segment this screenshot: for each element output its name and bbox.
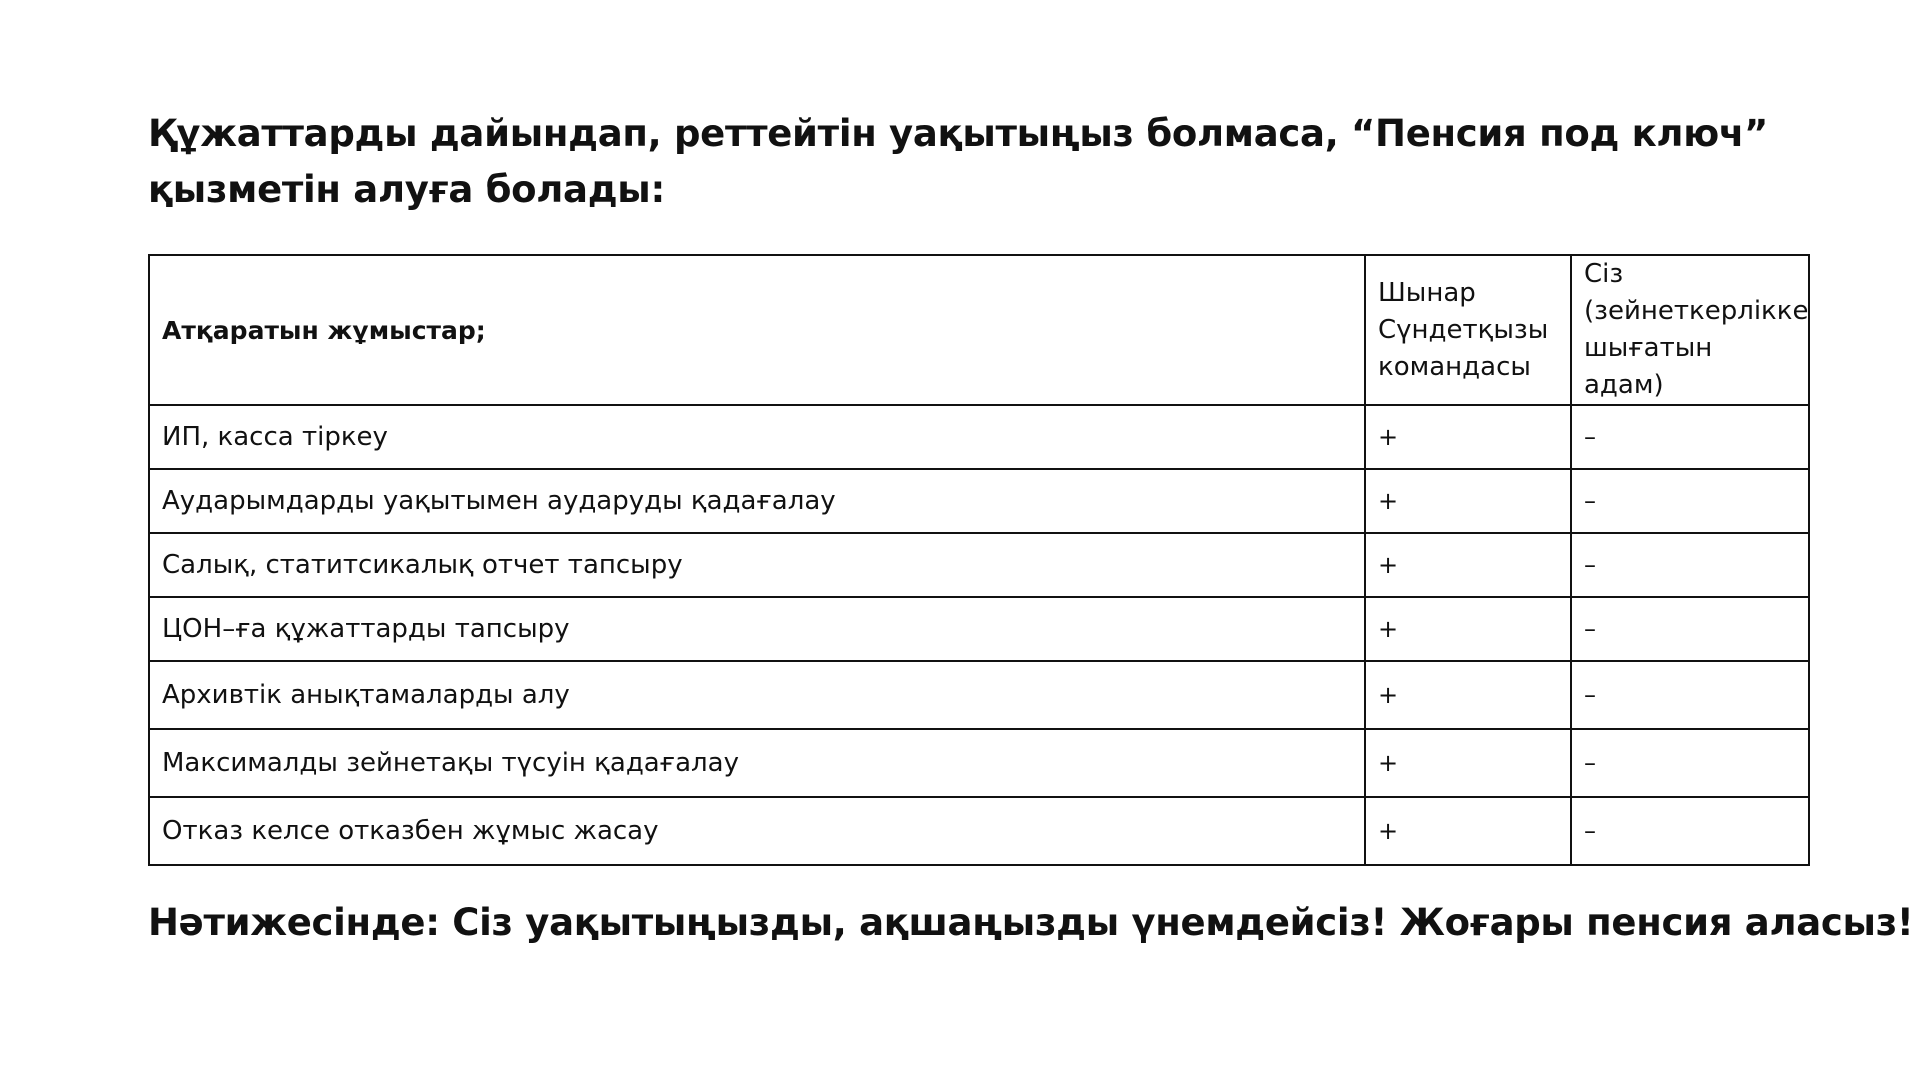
heading-line-2: қызметін алуға болады:: [148, 168, 665, 211]
task-cell: Максималды зейнетақы түсуін қадағалау: [149, 729, 1365, 797]
header-you-line-3: шығатын адам): [1584, 333, 1713, 400]
table-row: [149, 729, 1809, 797]
heading-line-1: Құжаттарды дайындап, реттейтін уақытыңыз болмаса, “Пенсия под ключ”: [148, 112, 1769, 155]
you-mark-cell: –: [1571, 597, 1809, 661]
services-table-container: [148, 254, 1808, 866]
you-mark-cell: –: [1571, 661, 1809, 729]
table-header-row: [149, 255, 1809, 405]
header-team-line-2: Сүндетқызы: [1378, 314, 1549, 345]
header-tasks: Атқаратын жұмыстар;: [149, 255, 1365, 405]
table-row: [149, 661, 1809, 729]
table-row: [149, 533, 1809, 597]
header-you: [1571, 255, 1809, 405]
you-mark-cell: –: [1571, 797, 1809, 865]
header-team: [1365, 255, 1571, 405]
task-cell: Салық, статитсикалық отчет тапсыру: [149, 533, 1365, 597]
you-mark-cell: –: [1571, 729, 1809, 797]
services-comparison-table: [148, 254, 1810, 866]
team-mark-cell: +: [1365, 533, 1571, 597]
team-mark-cell: +: [1365, 729, 1571, 797]
header-you-line-2: (зейнеткерлікке: [1584, 296, 1809, 326]
team-mark-cell: +: [1365, 661, 1571, 729]
task-cell: ЦОН–ға құжаттарды тапсыру: [149, 597, 1365, 661]
table-row: [149, 797, 1809, 865]
table-row: [149, 597, 1809, 661]
task-cell: ИП, касса тіркеу: [149, 405, 1365, 469]
team-mark-cell: +: [1365, 405, 1571, 469]
team-mark-cell: +: [1365, 469, 1571, 533]
you-mark-cell: –: [1571, 469, 1809, 533]
table-row: [149, 469, 1809, 533]
table-row: [149, 405, 1809, 469]
header-team-line-1: Шынар: [1378, 277, 1476, 308]
header-you-line-1: Сіз: [1584, 259, 1624, 289]
task-cell: Архивтік анықтамаларды алу: [149, 661, 1365, 729]
conclusion-text: Нәтижесінде: Сіз уақытыңызды, ақшаңызды үнемдейсіз! Жоғары пенсия аласыз!: [148, 901, 1914, 944]
team-mark-cell: +: [1365, 797, 1571, 865]
header-team-line-3: командасы: [1378, 351, 1531, 382]
you-mark-cell: –: [1571, 405, 1809, 469]
slide-heading: [148, 106, 1808, 218]
you-mark-cell: –: [1571, 533, 1809, 597]
team-mark-cell: +: [1365, 597, 1571, 661]
task-cell: Отказ келсе отказбен жұмыс жасау: [149, 797, 1365, 865]
task-cell: Аударымдарды уақытымен аударуды қадағалау: [149, 469, 1365, 533]
